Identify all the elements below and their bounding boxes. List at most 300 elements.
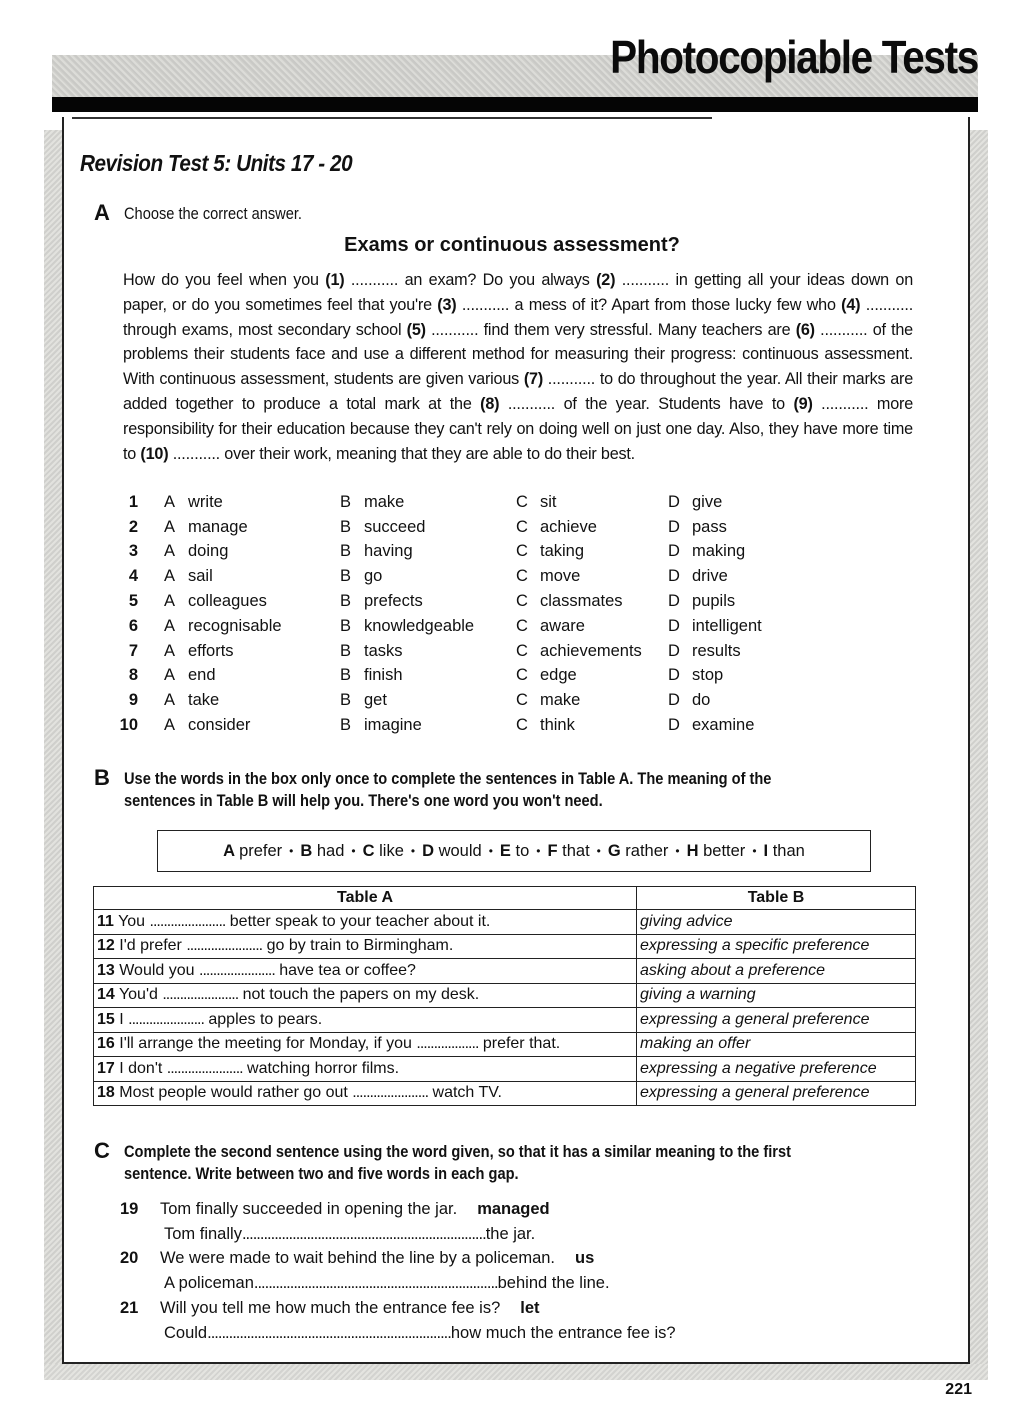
option-letter: B [340, 716, 352, 735]
option-letter: A [164, 517, 176, 536]
option-b[interactable] [340, 567, 516, 586]
answer-gap[interactable]: ...................... [352, 1084, 429, 1102]
bullet-separator: • [410, 844, 416, 858]
sentence-end: prefer that. [478, 1035, 561, 1053]
page-number: 221 [945, 1381, 972, 1398]
gap-number: (5) [406, 320, 426, 339]
table-b-header: Table B [637, 887, 916, 910]
item-number: 15 [97, 1010, 115, 1028]
option-text: prefects [364, 592, 423, 611]
passage-segment: ........... more responsibility for their education because they can't rely on doing well on just one day. Also, they have more time to [123, 394, 914, 463]
option-a[interactable] [164, 642, 340, 661]
option-letter: D [668, 592, 680, 611]
answer-gap[interactable]: ...................... [149, 912, 226, 930]
option-letter: D [668, 517, 680, 536]
option-d[interactable] [668, 542, 745, 561]
option-d[interactable] [668, 617, 762, 636]
passage-segment: ........... to do throughout the year. All their marks are added together to produce a total mark at the [123, 370, 913, 413]
transformation-answer [120, 1222, 676, 1247]
option-c[interactable] [516, 542, 668, 561]
option-text: tasks [364, 641, 403, 660]
answer-gap[interactable]: .................................................................... [241, 1224, 486, 1243]
option-text: stop [692, 666, 724, 685]
word-key: G [607, 841, 626, 860]
table-b-meaning: giving advice [637, 910, 916, 935]
option-a[interactable] [164, 666, 340, 685]
sentence-end: apples to pears. [203, 1010, 323, 1028]
word-key: B [300, 841, 317, 860]
answer-gap[interactable]: ...................... [166, 1059, 243, 1077]
word-option [223, 842, 282, 861]
option-letter: D [668, 641, 680, 660]
item-number: 18 [97, 1084, 115, 1102]
option-text: do [692, 691, 711, 710]
option-letter: B [340, 616, 352, 635]
option-b[interactable] [340, 518, 516, 537]
item-number: 20 [120, 1249, 139, 1268]
transformation-prompt [120, 1296, 676, 1321]
answer-end: behind the line. [497, 1274, 610, 1293]
option-text: pupils [692, 592, 736, 611]
option-letter: B [340, 592, 352, 611]
gap-number: (2) [596, 271, 616, 289]
table-a-cell [94, 1008, 637, 1033]
option-c[interactable] [516, 716, 668, 735]
option-letter: A [164, 492, 176, 511]
option-d[interactable] [668, 493, 722, 512]
option-text: efforts [188, 641, 234, 660]
answer-gap[interactable]: ...................... [128, 1010, 204, 1028]
option-a[interactable] [164, 493, 340, 512]
keyword: managed [477, 1199, 550, 1218]
question-row [110, 639, 810, 664]
option-letter: C [516, 616, 528, 635]
option-letter: D [668, 542, 680, 561]
option-text: go [364, 567, 383, 586]
section-c-letter: C [94, 1138, 110, 1163]
bullet-separator: • [596, 844, 601, 858]
option-letter: C [516, 517, 528, 536]
sentence-start: I'd prefer [114, 937, 187, 955]
item-number: 12 [97, 937, 115, 955]
original-sentence: We were made to wait behind the line by a policeman. [160, 1249, 556, 1268]
passage-segment: ........... an exam? Do you always [344, 271, 597, 289]
question-row [110, 589, 810, 614]
word-value: would [438, 841, 482, 860]
option-letter: A [164, 542, 176, 561]
word-value: that [562, 841, 590, 860]
word-key: C [362, 841, 380, 860]
option-c[interactable] [516, 493, 668, 512]
option-text: drive [692, 567, 728, 586]
gap-number: (1) [325, 271, 345, 289]
bullet-separator: • [289, 844, 294, 858]
question-row [110, 614, 810, 639]
transformation-prompt [120, 1247, 676, 1272]
keyword: us [575, 1249, 595, 1268]
option-a[interactable] [164, 518, 340, 537]
option-letter: B [340, 517, 352, 536]
table-row [94, 1032, 916, 1057]
option-letter: A [164, 691, 176, 710]
option-letter: C [516, 567, 528, 586]
option-a[interactable] [164, 567, 340, 586]
option-b[interactable] [340, 493, 516, 512]
option-text: knowledgeable [364, 616, 475, 635]
table-row [94, 1081, 916, 1106]
article-title: Exams or continuous assessment? [344, 234, 680, 256]
option-letter: A [164, 567, 176, 586]
transformation-prompt [120, 1197, 676, 1222]
option-text: make [540, 691, 581, 710]
question-number: 10 [119, 716, 138, 735]
table-a-cell [94, 1032, 637, 1057]
option-d[interactable] [668, 567, 728, 586]
option-text: having [364, 542, 413, 561]
answer-gap[interactable]: ...................... [199, 961, 275, 979]
option-letter: A [164, 666, 176, 685]
table-a-cell [94, 910, 637, 935]
answer-start: Tom finally [164, 1224, 242, 1243]
option-text: give [692, 492, 723, 511]
table-b-meaning: expressing a negative preference [637, 1057, 916, 1082]
answer-gap[interactable]: ...................... [186, 937, 263, 955]
option-letter: A [164, 592, 176, 611]
option-b[interactable] [340, 666, 516, 685]
option-c[interactable] [516, 666, 668, 685]
item-number: 16 [97, 1035, 115, 1053]
option-c[interactable] [516, 691, 668, 710]
option-c[interactable] [516, 642, 668, 661]
sentence-end: watching horror films. [242, 1059, 400, 1077]
passage-segment: ........... over their work, meaning that they are able to do their best. [168, 444, 635, 463]
passage-segment: ........... of the year. Students have to [499, 394, 794, 413]
option-a[interactable] [164, 691, 340, 710]
table-row [94, 910, 916, 935]
option-text: move [540, 567, 581, 586]
option-text: classmates [540, 592, 623, 611]
passage-segment: ........... in getting all your ideas down on paper, or do you sometimes feel that you're [123, 271, 913, 314]
answer-gap[interactable]: .................................................................... [207, 1323, 451, 1342]
table-a-header: Table A [94, 887, 637, 910]
option-letter: C [516, 691, 528, 710]
table-row [94, 1057, 916, 1082]
passage-text [123, 268, 913, 466]
section-a-instruction: Choose the correct answer. [124, 204, 302, 223]
option-letter: B [340, 567, 352, 586]
gap-number: (10) [140, 444, 169, 463]
option-text: intelligent [692, 616, 762, 635]
word-value: better [703, 841, 746, 860]
right-texture-strip [968, 130, 988, 1378]
passage-segment: ........... through exams, most secondary school [123, 295, 913, 339]
gap-number: (8) [480, 394, 500, 413]
section-b-instruction [124, 768, 907, 812]
option-letter: D [668, 492, 680, 511]
option-d[interactable] [668, 518, 727, 537]
word-key: D [422, 841, 439, 860]
option-b[interactable] [340, 716, 516, 735]
table-a-cell [94, 983, 637, 1008]
question-number: 3 [128, 542, 138, 561]
bullet-separator: • [752, 844, 757, 858]
option-a[interactable] [164, 716, 340, 735]
item-number: 13 [97, 961, 115, 979]
option-text: sail [188, 567, 213, 586]
question-row [110, 713, 810, 738]
passage-segment: ........... a mess of it? Apart from those lucky few who [456, 295, 842, 314]
word-key: I [763, 841, 773, 860]
option-text: imagine [364, 716, 422, 735]
word-option [300, 842, 344, 861]
transformation-answer [120, 1321, 676, 1346]
gap-number: (9) [793, 394, 813, 413]
bottom-texture-strip [44, 1364, 988, 1380]
word-value: had [316, 841, 345, 860]
frame-top-rule [72, 117, 712, 119]
option-text: doing [188, 542, 229, 561]
table-a-cell [94, 1081, 637, 1106]
option-text: making [692, 542, 746, 561]
section-b-letter: B [94, 765, 110, 790]
section-b-instruction-line2: sentences in Table B will help you. There's one word you won't need. [124, 791, 603, 810]
header-title: Photocopiable Tests [610, 31, 978, 83]
sentence-end: not touch the papers on my desk. [238, 986, 480, 1004]
item-number: 21 [120, 1299, 139, 1318]
question-number: 7 [128, 641, 138, 660]
option-letter: D [668, 567, 680, 586]
word-option [500, 842, 529, 861]
section-b-instruction-line1: Use the words in the box only once to complete the sentences in Table A. The meaning of the [124, 769, 772, 788]
sentence-end: better speak to your teacher about it. [225, 912, 491, 930]
question-row [110, 564, 810, 589]
option-text: make [364, 492, 405, 511]
option-text: write [188, 492, 223, 511]
word-option [764, 842, 805, 861]
sentence-end: have tea or coffee? [274, 961, 416, 979]
keyword: let [520, 1299, 540, 1318]
option-a[interactable] [164, 542, 340, 561]
option-c[interactable] [516, 518, 668, 537]
original-sentence: Will you tell me how much the entrance fee is? [160, 1299, 501, 1318]
question-row [110, 540, 810, 565]
table-a-cell [94, 959, 637, 984]
word-option [687, 842, 746, 861]
option-text: edge [540, 666, 577, 685]
option-d[interactable] [668, 592, 735, 611]
table-b-meaning: giving a warning [637, 983, 916, 1008]
word-option [363, 842, 404, 861]
option-a[interactable] [164, 617, 340, 636]
question-row [110, 490, 810, 515]
table-row [94, 959, 916, 984]
answer-end: how much the entrance fee is? [450, 1323, 676, 1342]
option-letter: B [340, 542, 352, 561]
question-row [110, 688, 810, 713]
gap-number: (7) [523, 370, 544, 389]
passage-segment: ........... of the problems their students face and use a different method for measuring their progress: continuous assessment. With continuous assessment, students are given various [123, 320, 913, 389]
option-letter: B [340, 666, 352, 685]
sentence-start: You [113, 912, 150, 930]
answer-start: A policeman [164, 1274, 254, 1293]
option-letter: B [340, 691, 352, 710]
bullet-separator: • [536, 844, 541, 858]
passage-segment: How do you feel when you [123, 271, 326, 289]
option-text: finish [364, 666, 403, 685]
option-text: take [188, 691, 220, 710]
question-number: 5 [128, 592, 138, 611]
option-b[interactable] [340, 592, 516, 611]
gap-number: (3) [437, 295, 457, 314]
option-letter: C [516, 542, 528, 561]
sentence-start: I'll arrange the meeting for Monday, if you [114, 1035, 417, 1053]
passage-segment: ........... find them very stressful. Many teachers are [425, 320, 796, 339]
question-row [110, 664, 810, 689]
option-b[interactable] [340, 617, 516, 636]
sentence-table [93, 886, 916, 1106]
word-box [157, 830, 871, 872]
sentence-start: Most people would rather go out [114, 1084, 353, 1102]
table-b-meaning: expressing a general preference [637, 1081, 916, 1106]
sentence-end: watch TV. [428, 1084, 502, 1102]
option-text: colleagues [188, 592, 267, 611]
section-a-letter: A [94, 200, 110, 225]
sentence-start: You'd [114, 986, 163, 1004]
question-row [110, 515, 810, 540]
table-b-meaning: asking about a preference [637, 959, 916, 984]
word-value: rather [625, 841, 669, 860]
section-c-instruction [124, 1141, 924, 1185]
option-text: examine [692, 716, 755, 735]
table-b-meaning: expressing a specific preference [637, 934, 916, 959]
option-b[interactable] [340, 691, 516, 710]
sentence-start: I [114, 1010, 129, 1028]
table-row [94, 934, 916, 959]
option-text: think [540, 716, 575, 735]
sentence-start: Would you [114, 961, 199, 979]
option-text: manage [188, 517, 248, 536]
item-number: 19 [120, 1199, 139, 1218]
option-text: recognisable [188, 616, 282, 635]
word-key: F [547, 841, 563, 860]
option-letter: A [164, 616, 176, 635]
option-letter: D [668, 691, 680, 710]
item-number: 14 [97, 986, 115, 1004]
question-number: 8 [128, 666, 138, 685]
header-rule [52, 97, 978, 112]
word-value: like [379, 841, 404, 860]
option-letter: D [668, 616, 680, 635]
option-letter: B [340, 492, 352, 511]
word-key: E [499, 841, 516, 860]
answer-gap[interactable]: .................. [416, 1035, 479, 1053]
word-option [547, 842, 589, 861]
option-a[interactable] [164, 592, 340, 611]
question-number: 1 [128, 492, 138, 511]
bullet-separator: • [351, 844, 356, 858]
table-a-cell [94, 934, 637, 959]
transformation-list [120, 1197, 676, 1346]
table-a-cell [94, 1057, 637, 1082]
answer-gap[interactable]: .................................................................... [253, 1274, 498, 1293]
option-text: sit [540, 492, 557, 511]
option-c[interactable] [516, 617, 668, 636]
question-number: 9 [128, 691, 138, 710]
option-d[interactable] [668, 691, 710, 710]
option-letter: A [164, 641, 176, 660]
word-option [422, 842, 482, 861]
option-text: pass [692, 517, 727, 536]
gap-number: (6) [795, 320, 815, 339]
test-title: Revision Test 5: Units 17 - 20 [80, 150, 353, 176]
option-letter: A [164, 716, 176, 735]
item-number: 11 [97, 912, 114, 930]
section-c-instruction-line1: Complete the second sentence using the word given, so that it has a similar meaning to the first [124, 1142, 791, 1161]
option-letter: C [516, 666, 528, 685]
left-texture-strip [44, 130, 64, 1378]
question-number: 2 [128, 517, 138, 536]
option-letter: C [516, 492, 528, 511]
question-number: 4 [128, 567, 138, 586]
option-text: taking [540, 542, 585, 561]
option-c[interactable] [516, 567, 668, 586]
answer-gap[interactable]: ...................... [162, 986, 239, 1004]
option-d[interactable] [668, 666, 723, 685]
transformation-answer [120, 1271, 676, 1296]
option-text: get [364, 691, 387, 710]
table-row [94, 983, 916, 1008]
sentence-start: I don't [114, 1059, 167, 1077]
section-c-instruction-line2: sentence. Write between two and five words in each gap. [124, 1164, 519, 1183]
option-text: achievements [540, 641, 642, 660]
item-number: 17 [97, 1059, 115, 1077]
option-letter: C [516, 592, 528, 611]
option-letter: C [516, 716, 528, 735]
option-text: end [188, 666, 216, 685]
word-key: H [686, 841, 704, 860]
word-option [608, 842, 669, 861]
gap-number: (4) [841, 295, 861, 314]
question-number: 6 [128, 616, 138, 635]
bullet-separator: • [488, 844, 493, 858]
word-value: prefer [239, 841, 283, 860]
table-b-meaning: expressing a general preference [637, 1008, 916, 1033]
option-text: achieve [540, 517, 597, 536]
option-d[interactable] [668, 642, 741, 661]
option-text: succeed [364, 517, 426, 536]
option-c[interactable] [516, 592, 668, 611]
answer-end: the jar. [485, 1224, 536, 1243]
word-key: A [223, 841, 240, 860]
option-b[interactable] [340, 542, 516, 561]
word-value: to [515, 841, 530, 860]
option-text: results [692, 641, 741, 660]
option-letter: D [668, 716, 680, 735]
bullet-separator: • [675, 844, 680, 858]
original-sentence: Tom finally succeeded in opening the jar. [160, 1199, 458, 1218]
option-letter: C [516, 641, 528, 660]
option-letter: D [668, 666, 680, 685]
option-letter: B [340, 641, 352, 660]
option-text: aware [540, 616, 585, 635]
option-b[interactable] [340, 642, 516, 661]
table-row [94, 1008, 916, 1033]
multiple-choice-list [110, 490, 810, 738]
option-d[interactable] [668, 716, 754, 735]
table-b-meaning: making an offer [637, 1032, 916, 1057]
answer-start: Could [164, 1323, 208, 1342]
option-text: consider [188, 716, 251, 735]
